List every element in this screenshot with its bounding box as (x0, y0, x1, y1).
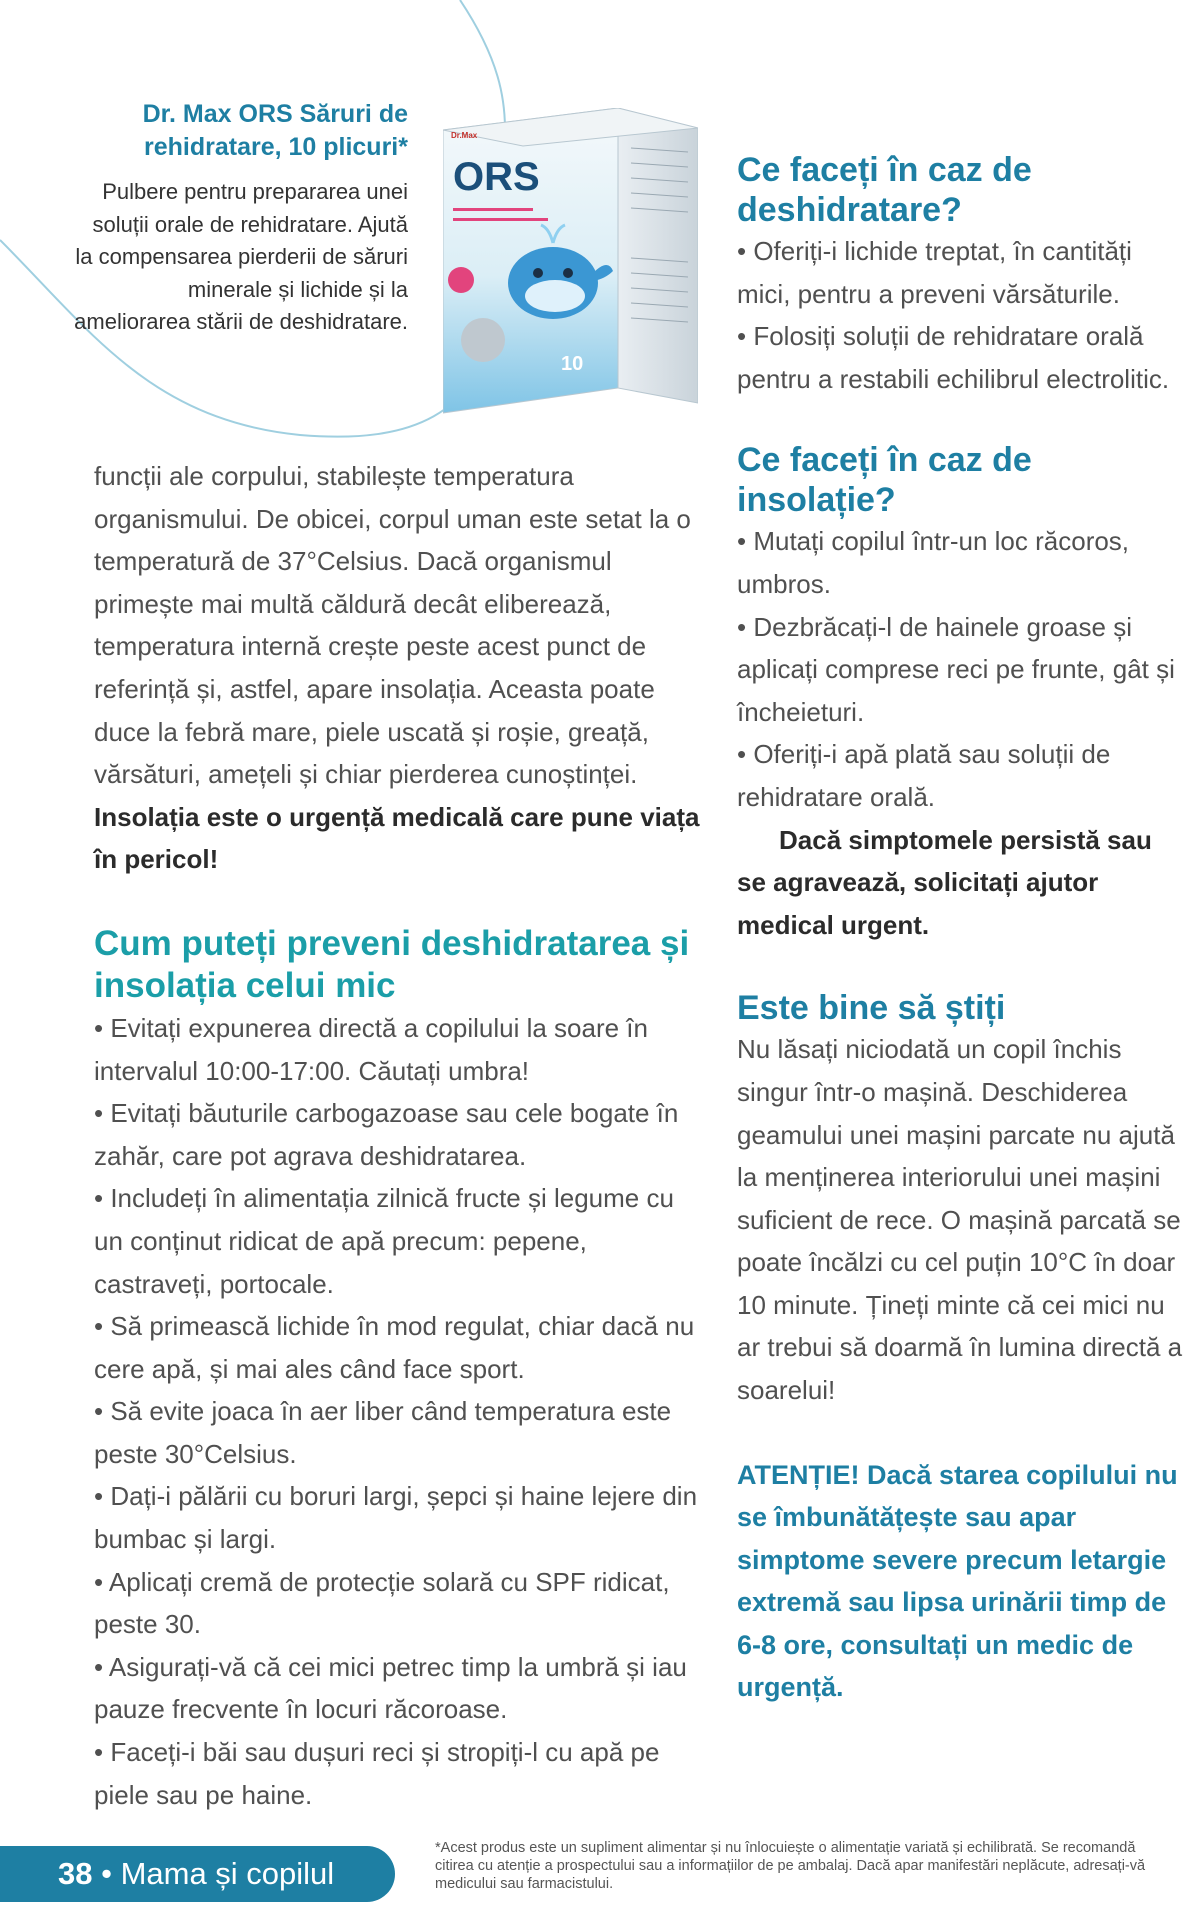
heatstroke-item: • Dezbrăcați-l de hainele groase și aplicați comprese reci pe frunte, gât și încheieturi. (737, 611, 1175, 727)
intro-bold-text: Insolația este o urgență medicală care pune viața în pericol! (94, 801, 700, 875)
dehydration-item: • Folosiți soluții de rehidratare orală pentru a restabili echilibrul electrolitic. (737, 321, 1170, 394)
heatstroke-item: • Oferiți-i apă plată sau soluții de rehidratare orală. (737, 739, 1111, 812)
prevent-item: • Dați-i pălării cu boruri largi, șepci și haine lejere din bumbac și largi. (94, 1481, 698, 1555)
box-count-text: 10 (561, 353, 584, 375)
page-footer-pill (0, 1846, 395, 1902)
prevent-item: • Să primească lichide în mod regulat, chiar dacă nu cere apă, și mai ales când face sport. (94, 1311, 695, 1384)
warning-text: Dacă starea copilului nu se îmbunătățește sau apar simptome severe precum letargie extremă sau lipsa urinării timp de 6-8 ore, consultați un medic de urgență. (737, 1459, 1178, 1703)
prevent-item: • Aplicați cremă de protecție solară cu SPF ridicat, peste 30. (94, 1566, 670, 1640)
right-column (737, 150, 1187, 1709)
prevent-item: • Evitați băuturile carbogazoase sau cele bogate în zahăr, care pot agrava deshidratarea. (94, 1098, 679, 1171)
prevent-item: • Evitați expunerea directă a copilului la soare în intervalul 10:00-17:00. Căutați umbra! (94, 1012, 648, 1086)
intro-paragraph (94, 455, 704, 881)
warning-paragraph (737, 1454, 1187, 1709)
disclaimer-text: *Acest produs este un supliment alimentar și nu înlocuiește o alimentație variată și echilibrată. Se recomandă citirea cu atenție a prospectului sau a informațiilor de pe ambalaj. Dacă apar manifestări neplăcute, adresați-vă medicului sau farmacistului. (435, 1840, 1146, 1892)
urgent-help-text: Dacă simptomele persistă sau se agravează, solicitați ajutor medical urgent. (737, 824, 1152, 940)
prevent-item: • Asigurați-vă că cei mici petrec timp la umbră și iau pauze frecvente în locuri răcoroase. (94, 1651, 687, 1725)
product-title: Dr. Max ORS Săruri de rehidratare, 10 plicuri* (142, 100, 408, 161)
dehydration-heading: Ce faceți în caz de deshidratare? (737, 151, 1032, 229)
intro-text: funcții ale corpului, stabilește temperatura organismului. De obicei, corpul uman este setat la o temperatură de 37°Celsius. Dacă organismul primește mai multă căldură decât eliberează, temperatura internă crește peste acest punct de referință și, astfel, apare insolația. Aceasta poate duce la febră mare, piele uscată și roșie, greață, vărsături, amețeli și chiar pierderea cunoștinței. (94, 461, 691, 790)
magazine-name: • Mama și copilul (92, 1856, 335, 1891)
ors-product-box-image (443, 108, 698, 418)
prevent-item: • Includeți în alimentația zilnică fructe și legume cu un conținut ridicat de apă precum: pepene, castraveți, portocale. (94, 1183, 674, 1299)
product-description: Pulbere pentru prepararea unei soluții orale de rehidratare. Ajută la compensarea pierderii de săruri minerale și lichide și la ameliorarea stării de deshidratare. (74, 179, 408, 334)
heatstroke-item: • Mutați copilul într-un loc răcoros, umbros. (737, 526, 1130, 599)
prevent-item: • Să evite joaca în aer liber când temperatura este peste 30°Celsius. (94, 1396, 672, 1469)
box-ors-text: ORS (453, 155, 540, 199)
warning-label: ATENȚIE! (737, 1459, 860, 1490)
box-brand-text: Dr.Max (451, 131, 478, 140)
page-number: 38 (58, 1856, 93, 1891)
prevent-item: • Faceți-i băi sau dușuri reci și stropiți-l cu apă pe piele sau pe haine. (94, 1737, 660, 1810)
good-to-know-heading: Este bine să știți (737, 989, 1006, 1028)
good-to-know-text: Nu lăsați niciodată un copil închis singur într-o mașină. Deschiderea geamului unei mașini parcate nu ajută la menținerea interiorului unei mașini suficient de rece. O mașină parcată se poate încălzi cu cel puțin 10°C în doar 10 minute. Țineți minte că cei mici nu ar trebui să doarmă în lumina directă a soarelui! (737, 1034, 1183, 1406)
dehydration-item: • Oferiți-i lichide treptat, în cantități mici, pentru a preveni vărsăturile. (737, 236, 1132, 309)
heatstroke-heading: Ce faceți în caz de insolație? (737, 441, 1032, 520)
left-column (94, 455, 704, 1816)
prevent-heading: Cum puteți preveni deshidratarea și insolația celui mic (94, 923, 690, 1005)
